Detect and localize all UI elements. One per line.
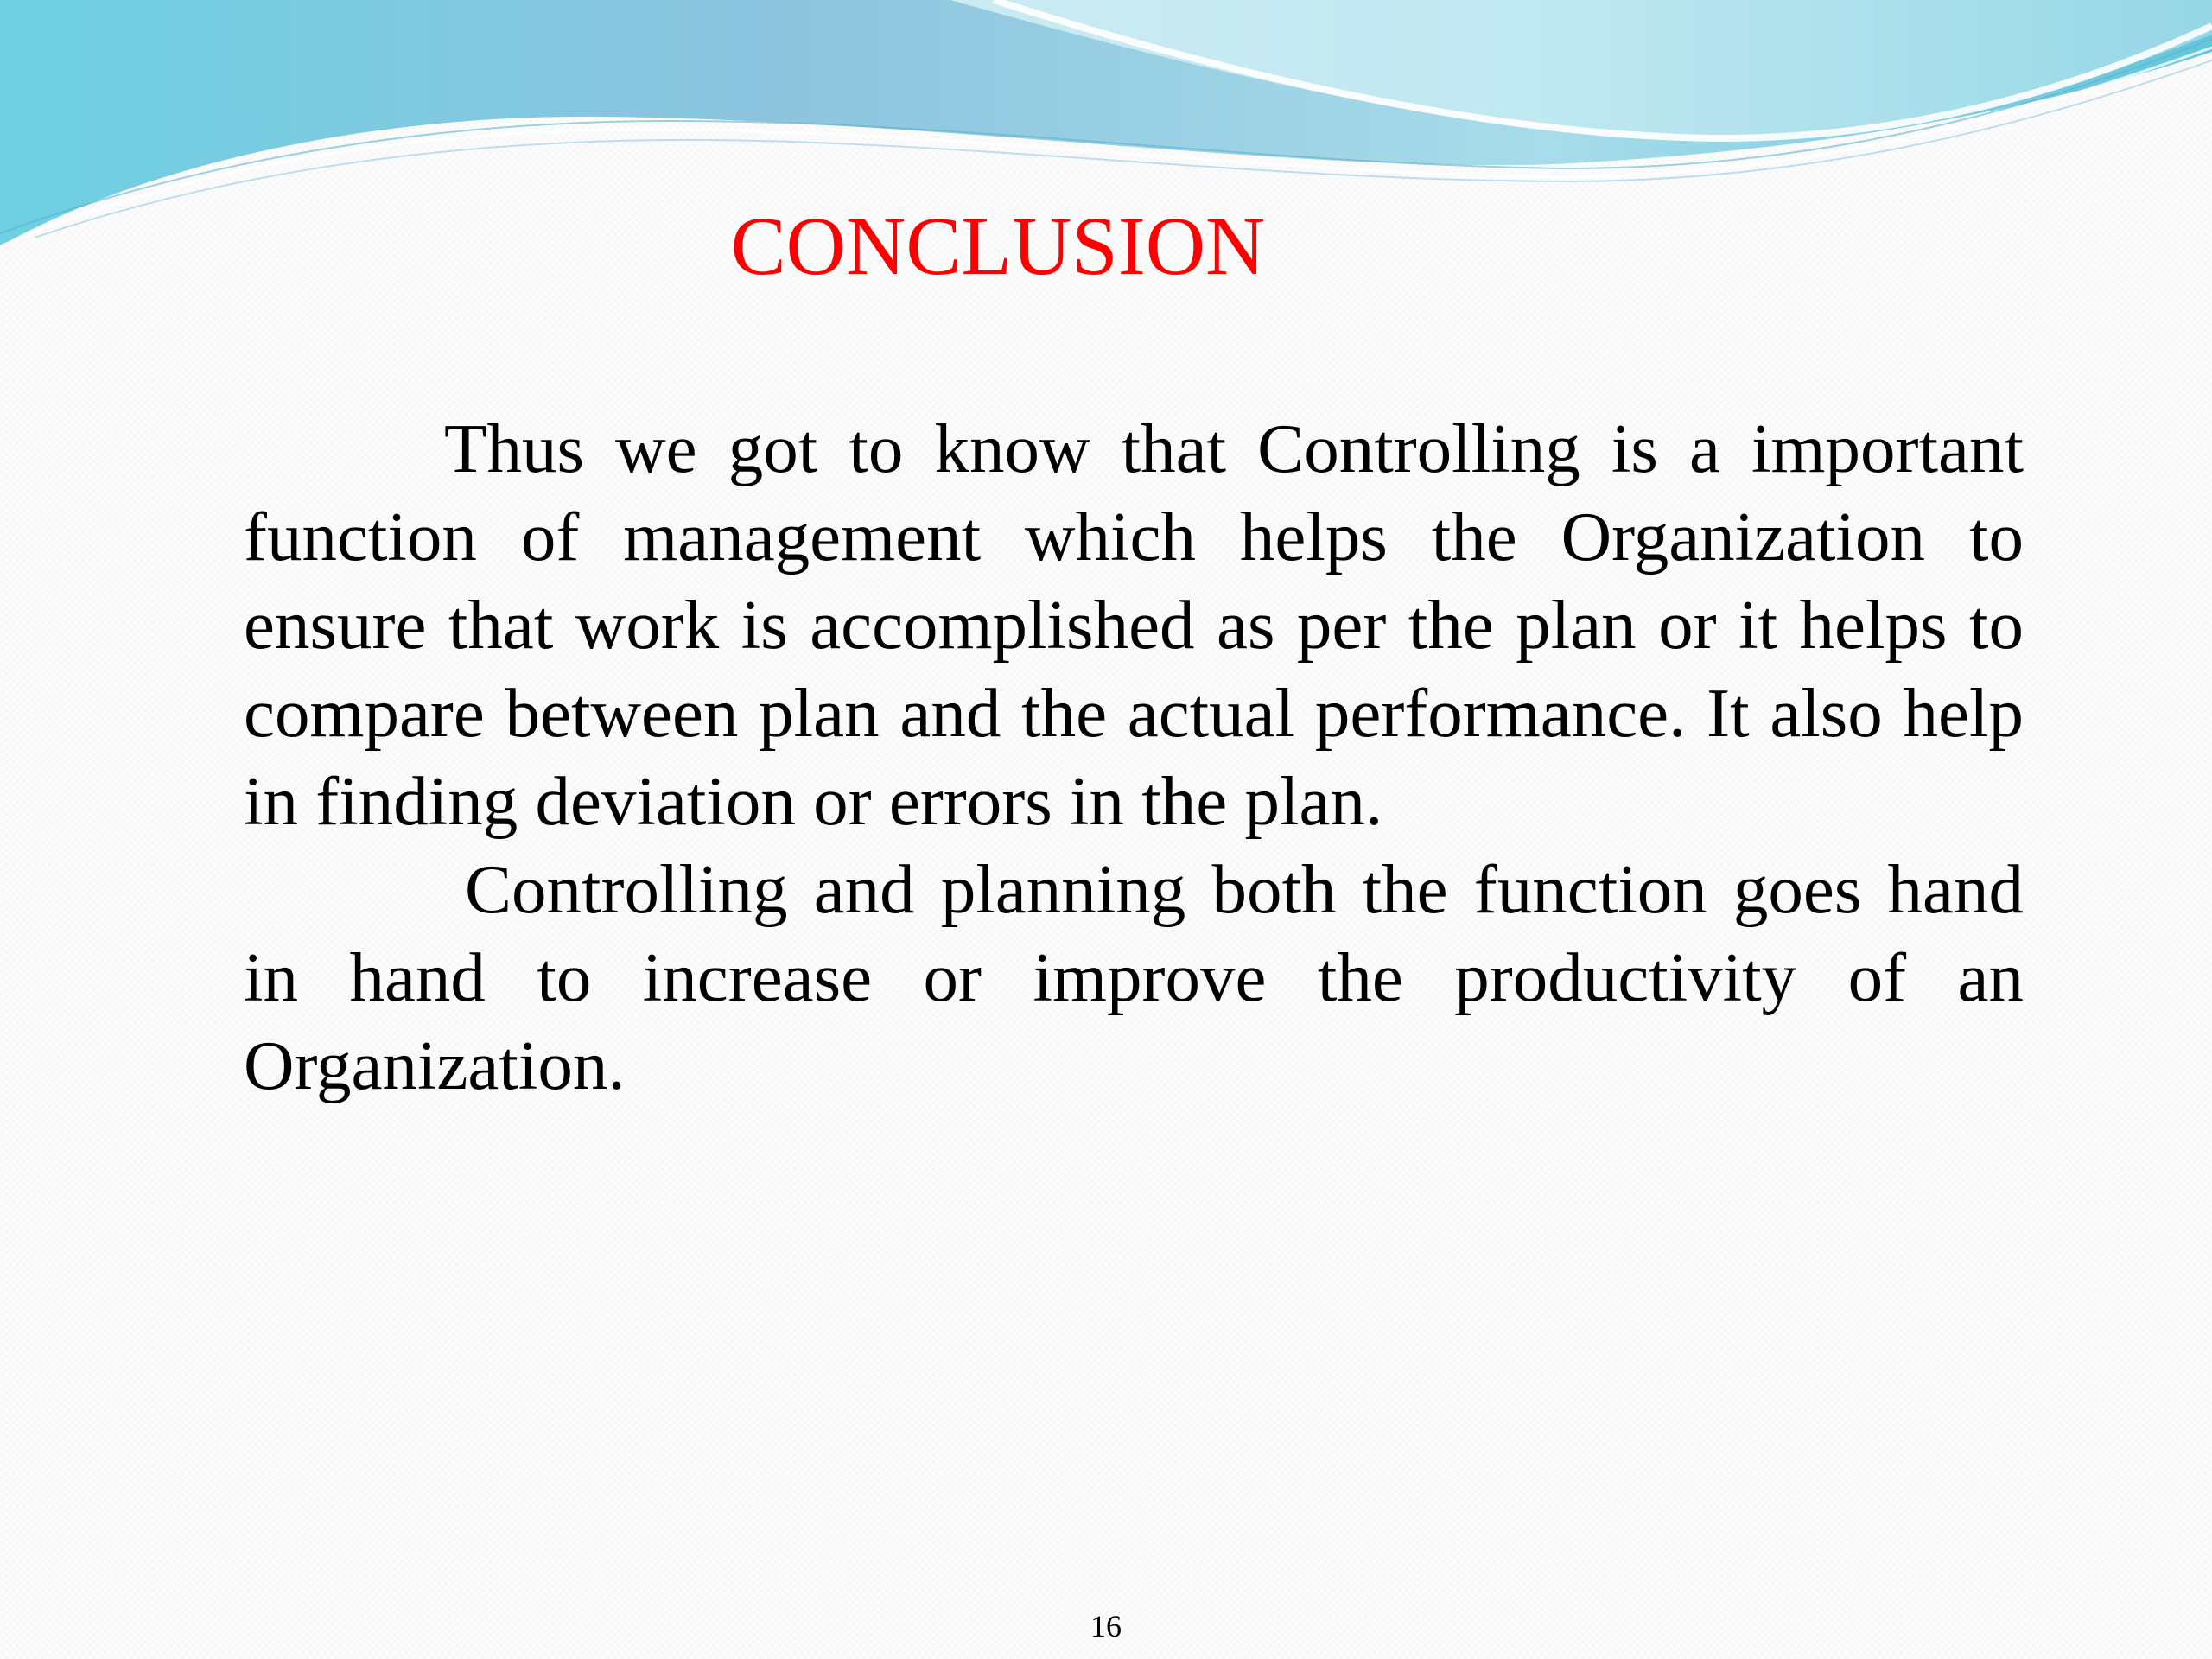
slide-body	[244, 404, 2024, 1109]
slide-title: CONCLUSION	[730, 200, 1266, 292]
conclusion-paragraph-2: Controlling and planning both the function goes hand in hand to increase or improve the productivity of an Organization.	[244, 850, 2024, 1104]
page-number: 16	[1090, 1609, 1122, 1643]
conclusion-paragraph-1: Thus we got to know that Controlling is a important function of management which helps the Organization to ensure that work is accomplished as per the plan or it helps to compare between plan and the actual performance. It also help in finding deviation or errors in the plan.	[244, 410, 2024, 840]
